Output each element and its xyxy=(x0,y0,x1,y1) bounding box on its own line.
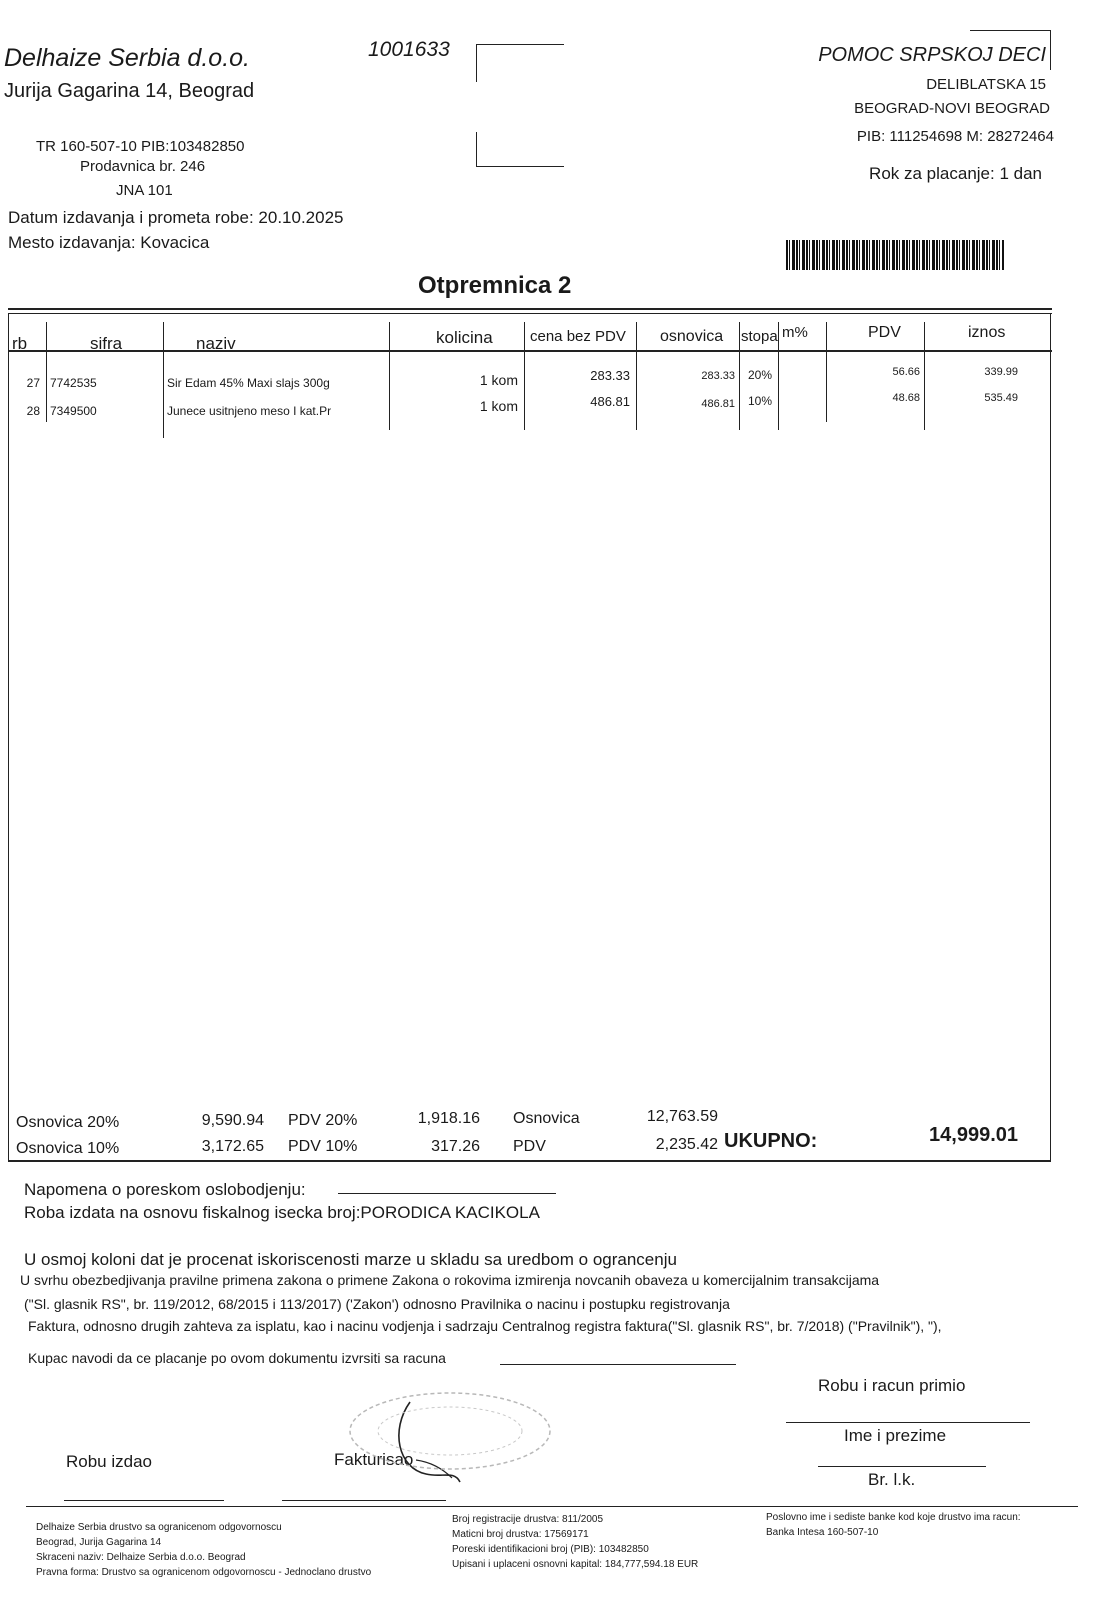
pdv20-value: 1,918.16 xyxy=(417,1110,480,1127)
seller-name: Delhaize Serbia d.o.o. xyxy=(4,44,250,72)
footer-line-text: Maticni broj drustva: 17569171 xyxy=(452,1529,589,1540)
barcode xyxy=(786,240,1004,270)
document-title: Otpremnica 2 xyxy=(418,272,572,299)
buyer-box-top xyxy=(970,30,1050,31)
bracket-left-top xyxy=(476,44,477,82)
header-sifra: sifra xyxy=(90,334,123,353)
legal-text-1: U svrhu obezbedjivanja pravilne primena zakona o primene Zakona o rokovima izmirenja novcanih obaveza u komercijalnim transakcijama xyxy=(20,1272,880,1288)
row2-pdv: 48.68 xyxy=(892,392,920,404)
header-cena: cena bez PDV xyxy=(530,328,626,345)
osnovica-label: Osnovica xyxy=(513,1110,580,1127)
pdv20-label: PDV 20% xyxy=(288,1112,358,1129)
buyer-ids: PIB: 111254698 M: 28272464 xyxy=(856,128,1054,145)
footer-col1 xyxy=(36,1520,371,1580)
header-stopa: stopa xyxy=(741,328,778,345)
header-margin: m% xyxy=(782,324,808,341)
faint-stamp xyxy=(340,1386,560,1476)
received-label: Robu i racun primio xyxy=(818,1376,966,1395)
buyer-city: BEOGRAD-NOVI BEOGRAD xyxy=(854,100,1050,117)
osnovica20-label: Osnovica 20% xyxy=(16,1114,120,1131)
row1-sifra: 7742535 xyxy=(50,376,97,390)
row1-iznos: 339.99 xyxy=(984,366,1018,378)
pdv-value: 2,235.42 xyxy=(655,1136,718,1153)
osnovica20-value: 9,590.94 xyxy=(201,1112,264,1129)
issue-date: 20.10.2025 xyxy=(258,208,344,227)
row1-stopa: 20% xyxy=(748,368,773,382)
buyer-box-right xyxy=(1050,30,1051,70)
pdv10-value: 317.26 xyxy=(431,1138,480,1155)
issued-label: Robu izdao xyxy=(66,1452,153,1471)
row2-iznos: 535.49 xyxy=(984,392,1018,404)
margin-note: U osmoj koloni dat je procenat iskoriscenosti marze u skladu sa uredbom o ograncenju xyxy=(24,1250,677,1269)
footer-line-text: Skraceni naziv: Delhaize Serbia d.o.o. Beograd xyxy=(36,1552,246,1563)
received-line xyxy=(786,1422,1030,1423)
footer-line xyxy=(26,1506,1078,1507)
issued-line xyxy=(64,1500,224,1501)
col-sep xyxy=(524,322,525,430)
pdv-label: PDV xyxy=(513,1138,546,1155)
pdv10-label: PDV 10% xyxy=(288,1138,358,1155)
footer-line-text: Broj registracije drustva: 811/2005 xyxy=(452,1514,604,1525)
name-line xyxy=(818,1466,986,1467)
invoiced-line xyxy=(282,1500,446,1501)
name-label: Ime i prezime xyxy=(844,1426,947,1445)
osnovica-value: 12,763.59 xyxy=(646,1108,718,1125)
legal-text-3: Faktura, odnosno drugih zahteva za isplatu, kao i nacinu vodjenja i sadrzaju Centralnog registra faktura("Sl. glasnik RS", br. 7/2018) ("Pravilnik"), "), xyxy=(28,1318,942,1334)
row1-osnovica: 283.33 xyxy=(701,370,735,382)
issue-place: Mesto izdavanja: Kovacica xyxy=(8,233,210,252)
footer-line-text: Delhaize Serbia drustvo sa ogranicenom odgovornoscu xyxy=(36,1522,282,1533)
header-pdv: PDV xyxy=(868,324,901,341)
row1-pdv: 56.66 xyxy=(892,366,920,378)
row1-kolicina: 1 kom xyxy=(479,372,518,388)
col-sep xyxy=(826,322,827,422)
exemption-note: Napomena o poreskom oslobodjenju: xyxy=(24,1180,306,1199)
seller-store-address: JNA 101 xyxy=(116,182,173,199)
document-number: 1001633 xyxy=(368,38,450,61)
ukupno-label: UKUPNO: xyxy=(724,1130,818,1152)
footer-line-text: Poslovno ime i sediste banke kod koje drustvo ima racun: xyxy=(766,1512,1021,1523)
row2-naziv: Junece usitnjeno meso I kat.Pr xyxy=(167,404,332,418)
row2-osnovica: 486.81 xyxy=(701,398,735,410)
footer-line-text: Banka Intesa 160-507-10 xyxy=(766,1527,879,1538)
issue-date-label xyxy=(8,208,344,228)
payment-note: Kupac navodi da ce placanje po ovom dokumentu izvrsiti sa racuna xyxy=(28,1350,446,1366)
table-top-line-2 xyxy=(8,313,1052,314)
exemption-line xyxy=(338,1193,556,1194)
col-sep xyxy=(636,322,637,430)
fiscal-note: Roba izdata na osnovu fiskalnog isecka broj:PORODICA KACIKOLA xyxy=(24,1203,540,1222)
col-sep xyxy=(739,322,740,430)
payment-term: Rok za placanje: 1 dan xyxy=(869,164,1042,183)
row2-cena: 486.81 xyxy=(590,394,630,409)
osnovica10-label: Osnovica 10% xyxy=(16,1140,120,1157)
col-sep xyxy=(389,322,390,430)
bracket-left-bottom xyxy=(476,132,477,166)
issue-date-caption: Datum izdavanja i prometa robe: xyxy=(8,208,254,227)
row1-rb: 27 xyxy=(26,376,40,390)
col-sep xyxy=(46,322,47,422)
col-sep xyxy=(163,322,164,438)
bracket-bottom xyxy=(476,166,564,167)
footer-col3 xyxy=(766,1510,1021,1540)
table-right-border xyxy=(1050,313,1051,1161)
row2-stopa: 10% xyxy=(748,394,773,408)
table-left-border xyxy=(8,313,9,1161)
footer-line-text: Upisani i uplaceni osnovni kapital: 184,777,594.18 EUR xyxy=(452,1559,699,1570)
invoiced-label: Fakturisao xyxy=(334,1450,414,1469)
id-label: Br. l.k. xyxy=(868,1470,916,1489)
footer-col2 xyxy=(452,1512,698,1572)
col-sep xyxy=(924,322,925,430)
osnovica10-value: 3,172.65 xyxy=(201,1138,264,1155)
footer-line-text: Beograd, Jurija Gagarina 14 xyxy=(36,1537,162,1548)
footer-line-text: Pravna forma: Drustvo sa ogranicenom odgovornoscu - Jednoclano drustvo xyxy=(36,1567,372,1578)
buyer-street: DELIBLATSKA 15 xyxy=(926,76,1046,93)
row2-rb: 28 xyxy=(26,404,40,418)
header-kolicina: kolicina xyxy=(436,328,493,347)
row2-kolicina: 1 kom xyxy=(479,398,518,414)
col-sep xyxy=(778,322,779,430)
row1-naziv: Sir Edam 45% Maxi slajs 300g xyxy=(167,376,330,390)
seller-store: Prodavnica br. 246 xyxy=(80,158,206,175)
bracket-top xyxy=(476,44,564,45)
row2-sifra: 7349500 xyxy=(50,404,97,418)
legal-text-2: ("Sl. glasnik RS", br. 119/2012, 68/2015 i 113/2017) ('Zakon') odnosno Pravilnika o nacinu i postupku registrovanja xyxy=(24,1296,730,1312)
header-osnovica: osnovica xyxy=(660,328,724,345)
table-header-bottom xyxy=(8,350,1052,352)
seller-tr-pib: TR 160-507-10 PIB:103482850 xyxy=(36,138,245,155)
row1-cena: 283.33 xyxy=(590,368,630,383)
ukupno-value: 14,999.01 xyxy=(929,1124,1018,1146)
header-naziv: naziv xyxy=(196,334,236,353)
header-iznos: iznos xyxy=(968,324,1006,341)
buyer-name: POMOC SRPSKOJ DECI xyxy=(818,44,1046,66)
payment-line xyxy=(500,1364,736,1365)
seller-address: Jurija Gagarina 14, Beograd xyxy=(4,80,255,102)
table-top-line xyxy=(8,308,1052,310)
header-rb: rb xyxy=(12,334,28,353)
footer-line-text: Poreski identifikacioni broj (PIB): 103482850 xyxy=(452,1544,649,1555)
table-bottom-line xyxy=(8,1160,1051,1162)
